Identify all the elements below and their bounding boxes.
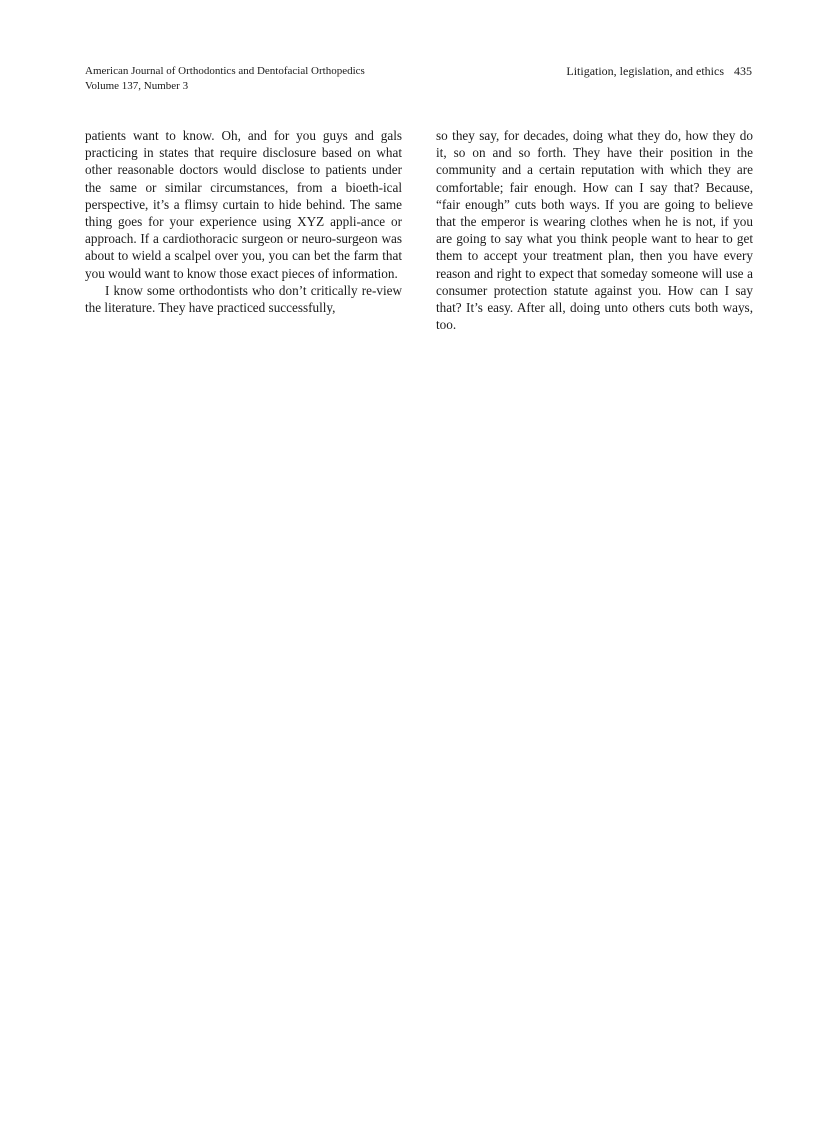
volume-issue: Volume 137, Number 3 [85, 79, 189, 92]
running-header-left [85, 64, 365, 93]
section-title: Litigation, legislation, and ethics [566, 64, 724, 78]
body-paragraph: patients want to know. Oh, and for you guys and gals practicing in states that require disclosure based on what other reasonable doctors would disclose to patients under the same or similar circumstances, from a bioeth-ical perspective, it’s a flimsy curtain to hide behind. The same thing goes for your experience using XYZ appli-ance or approach. If a cardiothoracic surgeon or neuro-surgeon was about to wield a scalpel over you, you can bet the farm that you would want to know those exact pieces of information. [85, 128, 402, 281]
body-paragraph: I know some orthodontists who don’t critically re-view the literature. They have practiced successfully, [85, 282, 402, 316]
journal-title: American Journal of Orthodontics and Dentofacial Orthopedics [85, 65, 365, 77]
running-header-right [566, 64, 752, 78]
body-paragraph: so they say, for decades, doing what they do, how they do it, so on and so forth. They have their position in the community and a certain reputation with which they are comfortable; fair enough. How can I say that? Because, “fair enough” cuts both ways. If you are going to believe that the emperor is wearing clothes when he is not, if you are going to say what you think people want to hear to get them to accept your treatment plan, then you have every reason and right to expect that someday someone will use a consumer protection statute against you. How can I say that? It’s easy. After all, doing unto others cuts both ways, too. [436, 128, 753, 333]
page-number: 435 [734, 64, 752, 78]
text-column-left [85, 127, 402, 316]
text-column-right [436, 127, 753, 333]
